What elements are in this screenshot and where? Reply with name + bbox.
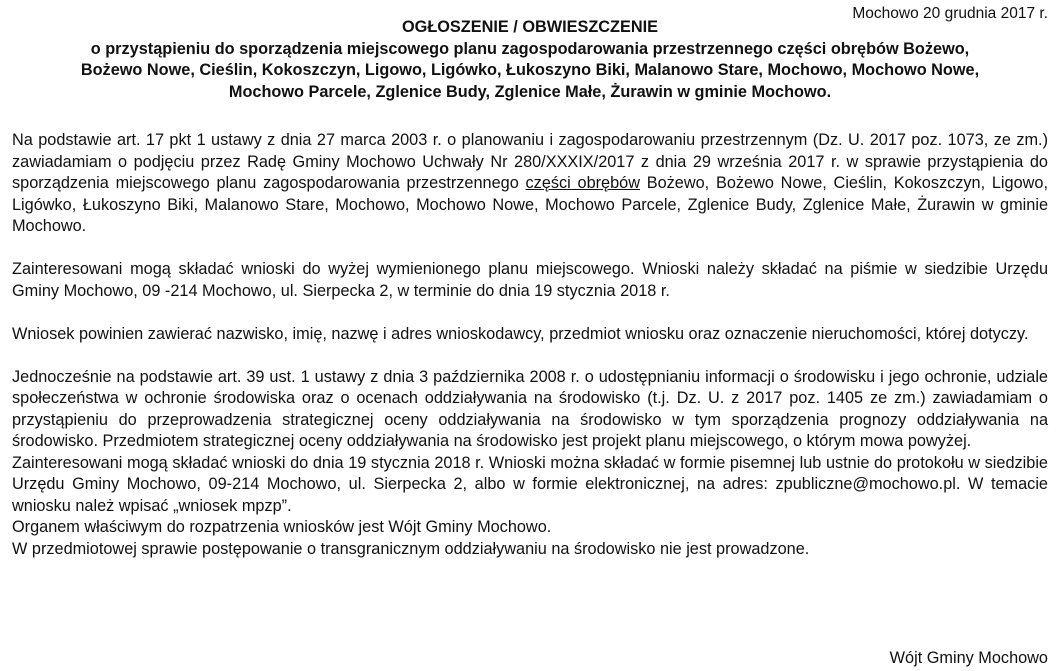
paragraph-environmental-assessment: Jednocześnie na podstawie art. 39 ust. 1 ustawy z dnia 3 października 2008 r. o udostępnianiu informacji o środowisku i jego ochronie, udziale społeczeństwa w ochronie środowiska oraz o ocenach oddziaływania na środowisko (t.j. Dz. U. z 2017 poz. 1405 ze zm.) zawiadamiam o przystąpieniu do przeprowadzenia strategicznej oceny oddziaływania na środowisko w tym sporządzenia prognozy oddziaływania na środowisko. Przedmiotem strategicznej oceny oddziaływania na środowisko jest projekt planu miejscowego, o którym mowa powyżej. <box>12 367 1048 450</box>
paragraph-resolution-text-b: Bożewo, Bożewo Nowe, Cieślin, Kokoszczyn, Ligowo, Ligówko, Łukoszyno Biki, Malanowo Stare, Mochowo, Mochowo Nowe, Mochowo Parcele, Zglenice Budy, Zglenice Małe, Żurawin w gminie Mochowo. <box>12 174 1048 235</box>
paragraph-gap <box>12 238 1048 260</box>
document-body <box>12 130 1048 560</box>
document-date: Mochowo 20 grudnia 2017 r. <box>852 5 1048 22</box>
document-heading <box>12 17 1048 103</box>
underlined-phrase: części obrębów <box>525 174 640 192</box>
paragraph-gap <box>12 345 1048 367</box>
heading-line-2: Bożewo Nowe, Cieślin, Kokoszczyn, Ligowo, Ligówko, Łukoszyno Biki, Malanowo Stare, Mochowo, Mochowo Nowe, <box>80 61 980 79</box>
paragraph-applications: Zainteresowani mogą składać wnioski do wyżej wymienionego planu miejscowego. Wnioski należy składać na piśmie w siedzibie Urzędu Gminy Mochowo, 09 -214 Mochowo, ul. Sierpecka 2, w terminie do dnia 19 stycznia 2018 r. <box>12 260 1048 300</box>
heading-title: OGŁOSZENIE / OBWIESZCZENIE <box>402 18 658 36</box>
paragraph-application-content: Wniosek powinien zawierać nazwisko, imię, nazwę i adres wnioskodawcy, przedmiot wniosku oraz oznaczenie nieruchomości, której dotyczy. <box>12 324 1029 343</box>
paragraph-resolution <box>12 130 1048 238</box>
heading-line-3: Mochowo Parcele, Zglenice Budy, Zglenice Małe, Żurawin w gminie Mochowo. <box>228 82 832 101</box>
paragraph-submission-details: Zainteresowani mogą składać wnioski do dnia 19 stycznia 2018 r. Wnioski można składać w formie pisemnej lub ustnie do protokołu w siedzibie Urzędu Gminy Mochowo, 09-214 Mochowo, ul. Sierpecka 2, albo w formie elektronicznej, na adres: zpubliczne@mochowo.pl. W temacie wniosku należ wpisać „wniosek mpzp”. <box>12 453 1048 515</box>
heading-line-1: o przystąpieniu do sporządzenia miejscowego planu zagospodarowania przestrzennego części obrębów Bożewo, <box>90 39 970 58</box>
paragraph-resolution-text-a: Na podstawie art. 17 pkt 1 ustawy z dnia 27 marca 2003 r. o planowaniu i zagospodarowaniu przestrzennym (Dz. U. 2017 poz. 1073, ze zm.) zawiadamiam o podjęciu przez Radę Gminy Mochowo Uchwały Nr 280/XXXIX/2017 z dnia 29 września 2017 r. w sprawie przystąpienia do sporządzenia miejscowego planu zagospodarowania przestrzennego <box>12 131 1048 192</box>
document-page <box>12 0 1048 671</box>
paragraph-competent-authority: Organem właściwym do rozpatrzenia wniosków jest Wójt Gminy Mochowo. <box>12 518 552 536</box>
paragraph-gap <box>12 302 1048 324</box>
paragraph-transboundary: W przedmiotowej sprawie postępowanie o transgranicznym oddziaływaniu na środowisko nie jest prowadzone. <box>12 539 810 558</box>
signature: Wójt Gminy Mochowo <box>889 649 1048 667</box>
